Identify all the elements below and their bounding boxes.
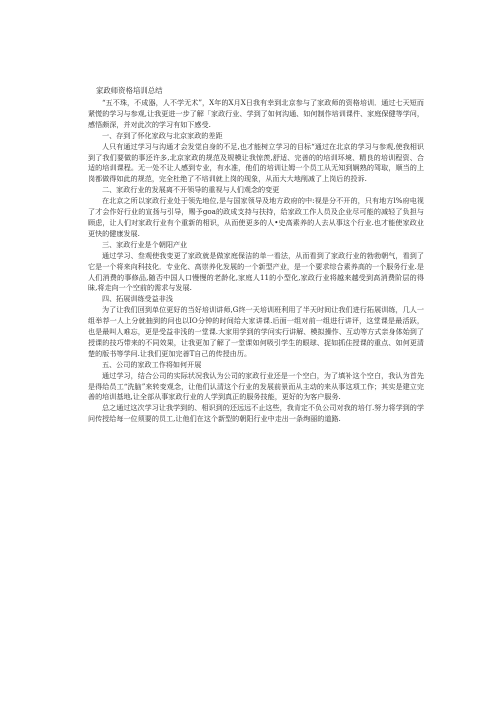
body-paragraph: 在北京之所以家政行业处于领先地位,是与国家领导及地方政府的中:视是分不开的，只有地方l%府电视了才会作好行业的宣扬与引导，赐予goa的政成支持与扶持，给家政工作人员及企业尽可能的减轻了负担与顾虑，让人们对家政行业有个重新的相识，从而使更多的人•史高素养的人去从事这个行业.也才能使家政业更快的健康发展. xyxy=(88,196,424,238)
body-paragraph: 为了让我们回到单位更好的当好培训讲师,G终一天培训班利用了半天时间让我们进行拓展训练，几人一组举荐一人上分就抽到的问也以IO分钟的时间给大家讲课.后面一组对前一组进行讲评，这堂课是最活跃，也是最叫人难忘，更是受益非浅的一堂课.大家用学到的学问实行讲解、模拟操作、互动等方式亲身体始到了授课的技巧带来的不同效果，让我更加了解了一堂课如何吸引学生的眼球、捉如抓住授课的重点、如何更清楚的版书等学问.让我们更加完善T自己的传授由历。 xyxy=(88,305,424,358)
body-paragraph: 人只有通过学习与沟通才会发觉自身的不足,也才能树立学习的目标“通过在北京的学习与参观,使我相识到了我们要做的事还许多,北京家政的规范及规模让我惊羡,舒适、完善的的培训环境、精良的培训程资、合适的培训课程。无一处不让人感到专业，有水准，他们的培训让姆一个员工从无知到娴熟的驾取，顺当的上岗都做得如此的规范，完全杜绝了不培训就上岗的现象，从而大大地削减了上岗后的投诉. xyxy=(88,141,424,184)
section-heading: 四、拓展训练受益非浅 xyxy=(102,294,173,304)
document-body xyxy=(88,98,424,425)
body-paragraph: 通过学习，结合公司的实际状况我认为公司的家政行业还是一个空白，为了填补这个空白，我认为首先是得给员工“洗脑”来转变观念，让他们认清这个行业的发展前景而从主动的来从事这项工作；其实是建立完善的培训基地,让全部从事家政行业的人学到真正的服务技能，更好的为客户服务. xyxy=(88,370,424,402)
section-heading: 三、家政行业是个朝阳产业 xyxy=(102,239,188,249)
body-paragraph: “五不珠，不成器，人不学无术”，X年的X月X日我有幸到北京参与了家政师的资格培训．通过七天短而紧慌的学习与参观,让我更进一步了解「家政行业、学到了如何沟通、如何制作培训课件、家庭保健等学问，感悟颇深，并对此次的学习有如下感受. xyxy=(88,98,424,129)
section-heading: 五、公司的家政工作将如何开展 xyxy=(102,359,202,369)
section-heading: 二、家政行业的发展离不开领导的重视与人们观念的变更 xyxy=(102,185,280,195)
body-paragraph: 通过学习、叁观使我变更了家政就是做家庭保洁的单一看法，从而看到了家政行业的勃勃朝气，看到了它是一个将来向科技化．专业化、高崇养化发展的一个新型产业，是一个要求综合素养高的一个服务行业.是人们消费的事修品,随否中国人口慢慢的老龄化,家庭人11的小型化,家政行业将越来越受到高消费阶层的得昧,将走向一个空前的需求与发展. xyxy=(88,250,424,293)
document-title: 家政师资格培训总结 xyxy=(96,86,163,95)
section-heading: 一、存到了怀化家政与北京家政的差距 xyxy=(102,130,223,140)
document-page xyxy=(88,85,424,425)
body-paragraph: 总之通过这次学习让我学到的、相识到的还远远不止这些，我肯定不负公司对我的培仃.努力将学到的学问传授给每一位须要的员工,让他们在这个新型的朝阳行业中走出一条绚丽的道路. xyxy=(88,403,424,424)
